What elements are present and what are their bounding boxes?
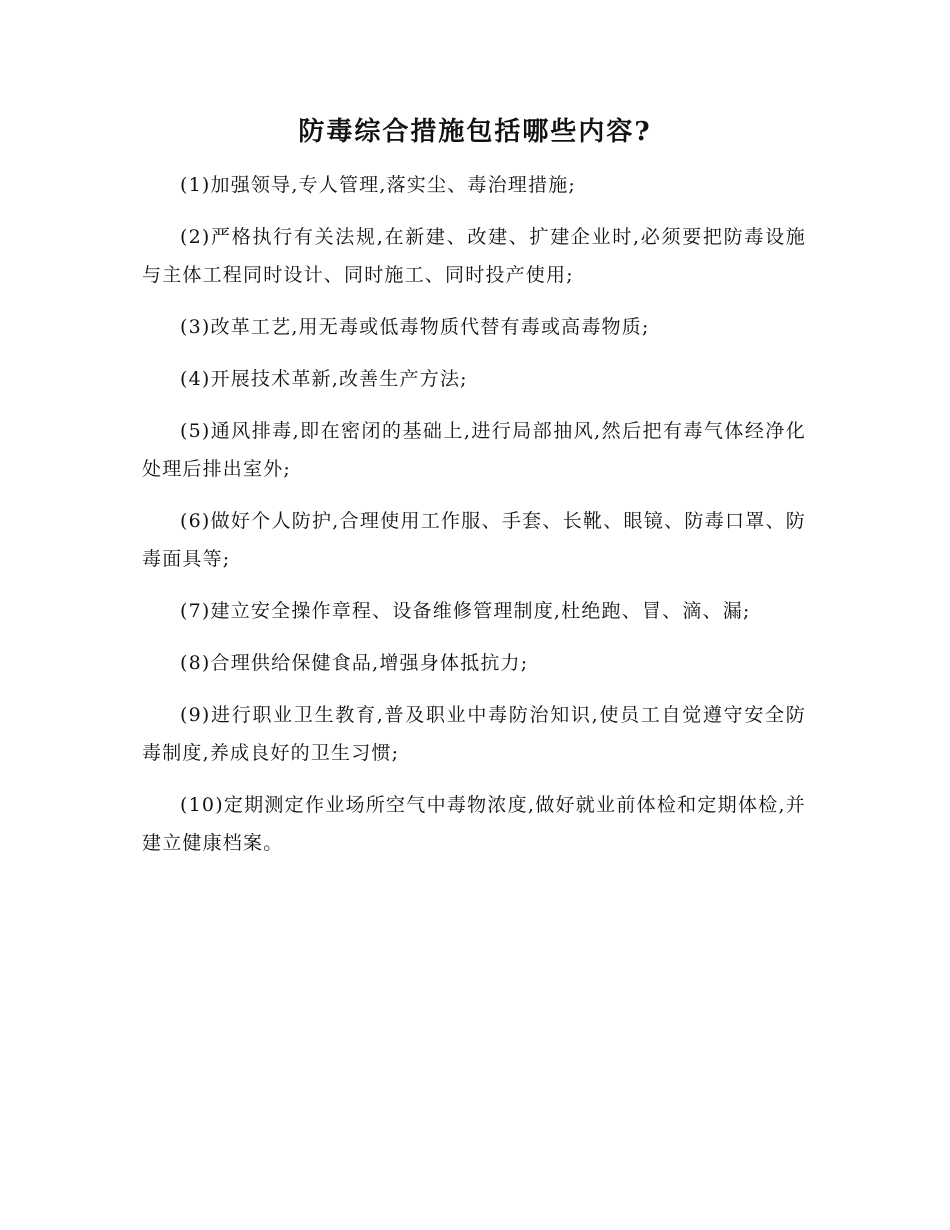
- measure-item-3: (3)改革工艺,用无毒或低毒物质代替有毒或高毒物质;: [180, 316, 650, 338]
- measure-item-7: (7)建立安全操作章程、设备维修管理制度,杜绝跑、冒、滴、漏;: [180, 600, 751, 622]
- measure-item-6: (6)做好个人防护,合理使用工作服、手套、长靴、眼镜、防毒口罩、防毒面具等;: [142, 510, 806, 570]
- measure-item-5: (5)通风排毒,即在密闭的基础上,进行局部抽风,然后把有毒气体经净化处理后排出室外;: [142, 420, 806, 480]
- measure-item-2: (2)严格执行有关法规,在新建、改建、扩建企业时,必须要把防毒设施与主体工程同时设计、同时施工、同时投产使用;: [142, 226, 806, 286]
- measure-item-4: (4)开展技术革新,改善生产方法;: [180, 368, 468, 390]
- measure-item-8: (8)合理供给保健食品,增强身体抵抗力;: [180, 652, 529, 674]
- page-title: 防毒综合措施包括哪些内容?: [298, 117, 652, 147]
- measure-item-1: (1)加强领导,专人管理,落实尘、毒治理措施;: [180, 174, 576, 196]
- measure-item-10: (10)定期测定作业场所空气中毒物浓度,做好就业前体检和定期体检,并建立健康档案。: [142, 794, 806, 854]
- document-body: [142, 166, 806, 876]
- measure-item-9: (9)进行职业卫生教育,普及职业中毒防治知识,使员工自觉遵守安全防毒制度,养成良好的卫生习惯;: [142, 704, 806, 764]
